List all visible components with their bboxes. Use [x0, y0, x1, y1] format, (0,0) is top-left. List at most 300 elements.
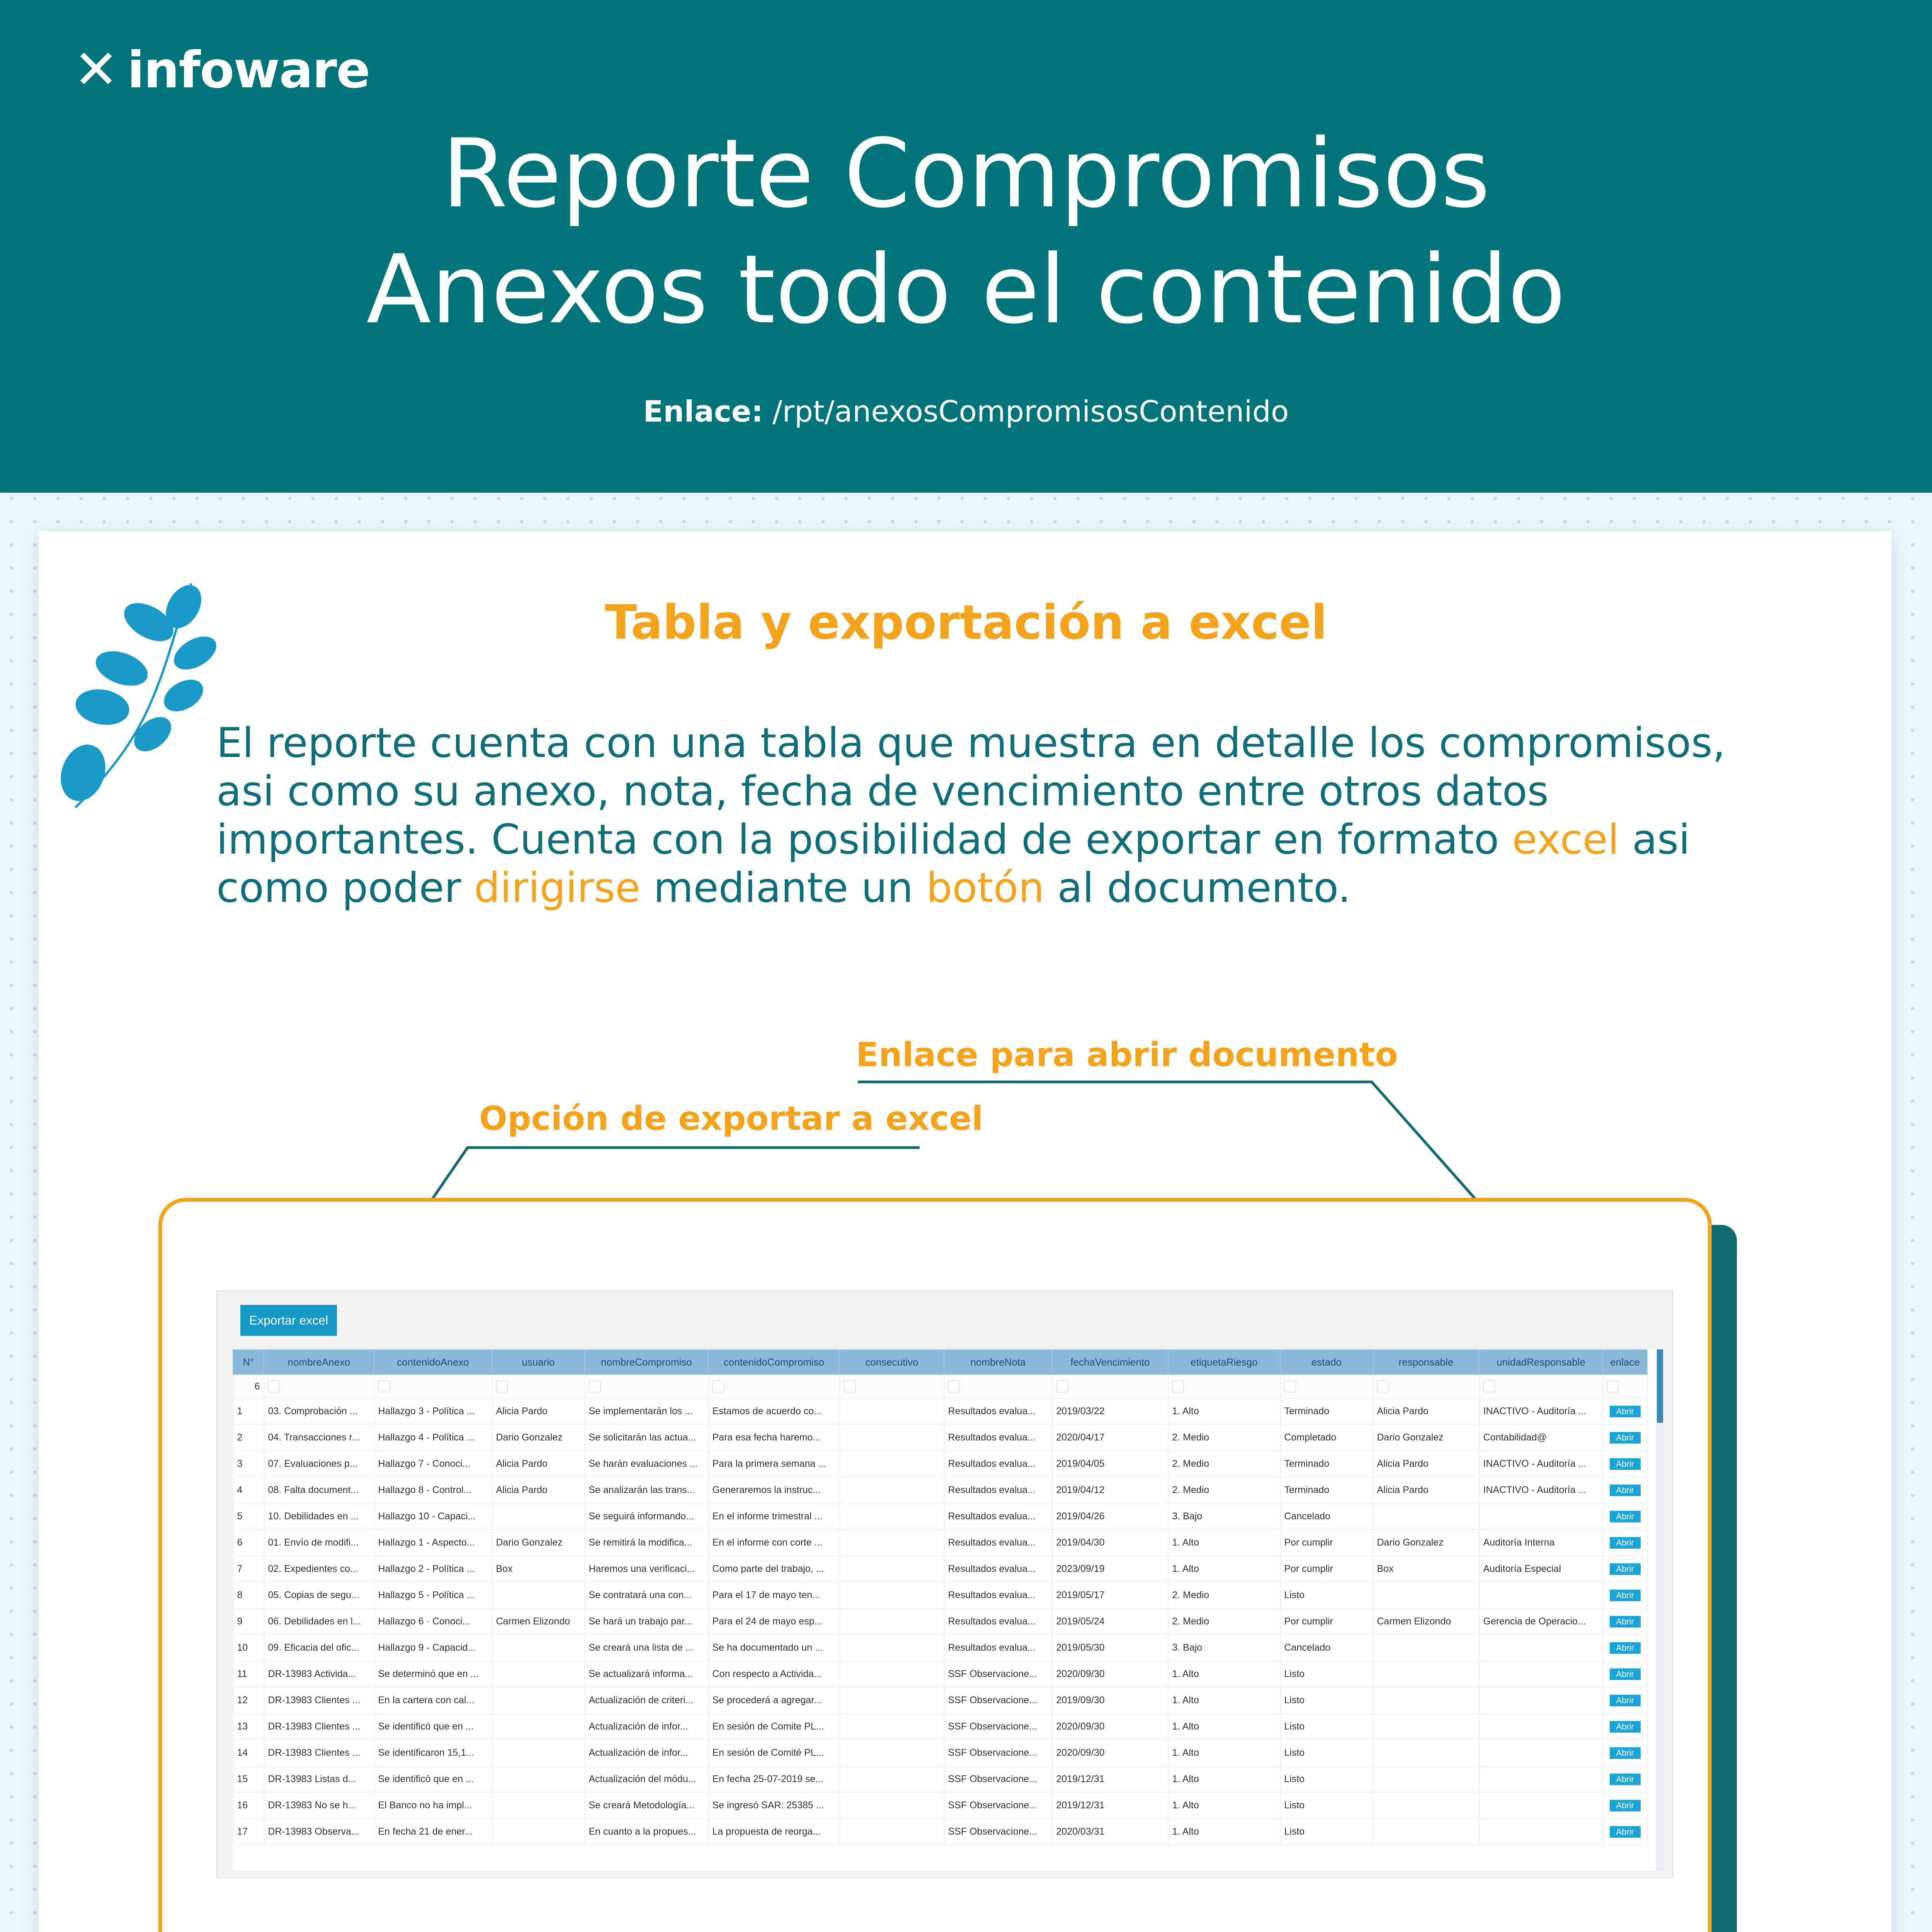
table-cell: 09. Eficacia del ofic...: [264, 1635, 374, 1661]
table-cell: Alicia Pardo: [1373, 1398, 1479, 1425]
table-cell: 1: [233, 1398, 264, 1425]
filter-checkbox[interactable]: [1377, 1381, 1389, 1392]
table-cell: Alicia Pardo: [492, 1398, 585, 1425]
filter-checkbox[interactable]: [268, 1381, 280, 1392]
table-cell: En fecha 21 de ener...: [374, 1819, 492, 1845]
filter-cell[interactable]: [264, 1374, 374, 1398]
table-cell: 5: [233, 1503, 264, 1530]
table-cell: Se creará una lista de ...: [585, 1635, 708, 1661]
table-cell: Se solicitarán las actua...: [585, 1425, 708, 1451]
table-cell: Cancelado: [1280, 1635, 1373, 1661]
table-cell: Resultados evalua...: [944, 1635, 1052, 1661]
desc-text-2: asi como poder: [216, 816, 1690, 912]
filter-cell[interactable]: [585, 1374, 708, 1398]
report-screenshot: [216, 1291, 1673, 1878]
table-cell: [840, 1503, 944, 1530]
open-link-cell: [1603, 1425, 1647, 1451]
open-link-cell: [1603, 1556, 1647, 1582]
table-cell: 2019/04/26: [1052, 1503, 1168, 1530]
table-cell: Se contratará una con...: [585, 1582, 708, 1609]
table-cell: Resultados evalua...: [944, 1582, 1052, 1609]
table-cell: Hallazgo 3 - Política ...: [374, 1398, 492, 1425]
table-cell: 7: [233, 1556, 264, 1582]
open-link-cell: [1603, 1793, 1647, 1819]
table-cell: 10: [233, 1635, 264, 1661]
table-cell: Se creará Metodología...: [585, 1793, 708, 1819]
open-link-cell: [1603, 1582, 1647, 1609]
desc-text-4: al documento.: [1044, 864, 1351, 912]
table-cell: 2019/09/30: [1052, 1687, 1168, 1714]
open-document-button[interactable]: Abrir: [1610, 1668, 1641, 1680]
table-cell: Se hará un trabajo par...: [585, 1609, 708, 1635]
table-cell: 1. Alto: [1168, 1740, 1280, 1766]
table-row: [233, 1687, 1647, 1714]
scrollbar-thumb[interactable]: [1657, 1349, 1663, 1423]
table-cell: Para la primera semana ...: [708, 1451, 840, 1477]
column-header[interactable]: responsable: [1373, 1350, 1479, 1374]
table-cell: Para esa fecha haremo...: [708, 1425, 840, 1451]
filter-cell[interactable]: [840, 1374, 944, 1398]
table-cell: 1. Alto: [1168, 1766, 1280, 1793]
table-cell: Hallazgo 9 - Capacid...: [374, 1635, 492, 1661]
table-scrollbar[interactable]: [1656, 1349, 1664, 1871]
table-cell: 2019/12/31: [1052, 1766, 1168, 1793]
filter-checkbox[interactable]: [496, 1381, 508, 1392]
table-cell: [1373, 1793, 1479, 1819]
table-cell: Gerencia de Operacio...: [1479, 1609, 1603, 1635]
table-cell: SSF Observacione...: [944, 1793, 1052, 1819]
report-link-path: /rpt/anexosCompromisosContenido: [772, 394, 1289, 429]
filter-cell[interactable]: [1373, 1374, 1479, 1398]
table-cell: [1479, 1661, 1603, 1687]
table-cell: Hallazgo 5 - Política ...: [374, 1582, 492, 1609]
table-cell: Se determinó que en ...: [374, 1661, 492, 1687]
table-cell: Box: [492, 1556, 585, 1582]
filter-cell[interactable]: [1280, 1374, 1373, 1398]
table-cell: SSF Observacione...: [944, 1740, 1052, 1766]
filter-checkbox[interactable]: [844, 1381, 855, 1392]
table-cell: 06. Debilidades en l...: [264, 1609, 374, 1635]
table-cell: DR-13983 Observa...: [264, 1819, 374, 1845]
table-row: [233, 1661, 1647, 1687]
table-cell: [1479, 1687, 1603, 1714]
table-cell: [840, 1714, 944, 1740]
table-cell: 2019/05/30: [1052, 1635, 1168, 1661]
table-cell: 2019/05/17: [1052, 1582, 1168, 1609]
filter-checkbox[interactable]: [1483, 1381, 1495, 1392]
column-header[interactable]: nombreNota: [944, 1350, 1052, 1374]
table-cell: Se ha documentado un ...: [708, 1635, 840, 1661]
open-document-button[interactable]: Abrir: [1610, 1432, 1641, 1444]
open-document-button[interactable]: Abrir: [1610, 1826, 1641, 1838]
table-cell: Por cumplir: [1280, 1556, 1373, 1582]
table-cell: Se ingresó SAR: 25385 ...: [708, 1793, 840, 1819]
table-cell: [492, 1793, 585, 1819]
table-cell: [1479, 1714, 1603, 1740]
table-cell: Para el 17 de mayo ten...: [708, 1582, 840, 1609]
table-cell: 4: [233, 1477, 264, 1503]
table-cell: [840, 1425, 944, 1451]
table-cell: 2019/03/22: [1052, 1398, 1168, 1425]
table-cell: Resultados evalua...: [944, 1451, 1052, 1477]
table-cell: En la cartera con cal...: [374, 1687, 492, 1714]
column-header[interactable]: consecutivo: [840, 1350, 944, 1374]
table-cell: 2. Medio: [1168, 1582, 1280, 1609]
infoware-x-icon: ✕: [73, 38, 119, 101]
table-cell: DR-13983 Listas d...: [264, 1766, 374, 1793]
table-cell: 1. Alto: [1168, 1530, 1280, 1556]
table-row: [233, 1714, 1647, 1740]
table-cell: 2. Medio: [1168, 1451, 1280, 1477]
table-cell: 1. Alto: [1168, 1819, 1280, 1845]
table-row: [233, 1793, 1647, 1819]
open-link-cell: [1603, 1766, 1647, 1793]
table-cell: Hallazgo 1 - Aspecto...: [374, 1530, 492, 1556]
table-cell: Hallazgo 8 - Control...: [374, 1477, 492, 1503]
filter-count: 6: [233, 1374, 264, 1398]
table-cell: Para el 24 de mayo esp...: [708, 1609, 840, 1635]
table-cell: 17: [233, 1819, 264, 1845]
table-cell: Hallazgo 4 - Política ...: [374, 1425, 492, 1451]
table-cell: [840, 1793, 944, 1819]
table-cell: Dario Gonzalez: [1373, 1425, 1479, 1451]
table-cell: [492, 1766, 585, 1793]
table-cell: DR-13983 No se h...: [264, 1793, 374, 1819]
table-cell: Auditoría Interna: [1479, 1530, 1603, 1556]
open-link-cell: [1603, 1398, 1647, 1425]
column-header[interactable]: N°: [233, 1350, 264, 1374]
desc-text-3: mediante un: [640, 864, 926, 912]
table-cell: 1. Alto: [1168, 1714, 1280, 1740]
table-cell: Se procederá a agregar...: [708, 1687, 840, 1714]
table-cell: SSF Observacione...: [944, 1819, 1052, 1845]
table-cell: Generaremos la instruc...: [708, 1477, 840, 1503]
table-cell: [492, 1714, 585, 1740]
table-cell: Por cumplir: [1280, 1609, 1373, 1635]
table-cell: Hallazgo 10 - Capaci...: [374, 1503, 492, 1530]
filter-cell[interactable]: [708, 1374, 840, 1398]
table-cell: Se seguirá informando...: [585, 1503, 708, 1530]
table-cell: 6: [233, 1530, 264, 1556]
table-header-row: [233, 1350, 1647, 1374]
table-cell: Actualización de infor...: [585, 1714, 708, 1740]
filter-cell[interactable]: [1052, 1374, 1168, 1398]
table-cell: [1373, 1766, 1479, 1793]
table-cell: [1373, 1661, 1479, 1687]
table-cell: 2020/09/30: [1052, 1740, 1168, 1766]
table-cell: Se identificaron 15,1...: [374, 1740, 492, 1766]
table-cell: [1373, 1819, 1479, 1845]
table-cell: En el informe trimestral ...: [708, 1503, 840, 1530]
table-cell: Resultados evalua...: [944, 1556, 1052, 1582]
table-cell: DR-13983 Clientes ...: [264, 1740, 374, 1766]
filter-row: [233, 1374, 1647, 1398]
table-cell: 10. Debilidades en ...: [264, 1503, 374, 1530]
table-cell: 2. Medio: [1168, 1425, 1280, 1451]
open-document-button[interactable]: Abrir: [1610, 1511, 1641, 1522]
table-cell: 1. Alto: [1168, 1687, 1280, 1714]
table-cell: En sesión de Comite PL...: [708, 1714, 840, 1740]
table-cell: 2019/04/30: [1052, 1530, 1168, 1556]
table-cell: Listo: [1280, 1793, 1373, 1819]
open-link-cell: [1603, 1687, 1647, 1714]
open-link-cell: [1603, 1609, 1647, 1635]
section-title: Tabla y exportación a excel: [605, 595, 1327, 650]
table-cell: 2019/12/31: [1052, 1793, 1168, 1819]
table-cell: [1373, 1582, 1479, 1609]
table-cell: En fecha 25-07-2019 se...: [708, 1766, 840, 1793]
table-cell: Cancelado: [1280, 1503, 1373, 1530]
table-cell: 1. Alto: [1168, 1556, 1280, 1582]
open-document-button[interactable]: Abrir: [1610, 1695, 1641, 1706]
table-cell: 02. Expedientes co...: [264, 1556, 374, 1582]
table-cell: Se harán evaluaciones ...: [585, 1451, 708, 1477]
open-link-cell: [1603, 1635, 1647, 1661]
table-cell: [840, 1398, 944, 1425]
table-cell: [1373, 1740, 1479, 1766]
table-cell: [492, 1582, 585, 1609]
open-document-button[interactable]: Abrir: [1610, 1590, 1641, 1601]
table-cell: Resultados evalua...: [944, 1477, 1052, 1503]
table-cell: Se analizarán las trans...: [585, 1477, 708, 1503]
table-cell: Se implementarán los ...: [585, 1398, 708, 1425]
table-cell: DR-13983 Activida...: [264, 1661, 374, 1687]
table-cell: 3. Bajo: [1168, 1503, 1280, 1530]
table-row: [233, 1530, 1647, 1556]
table-cell: [840, 1477, 944, 1503]
table-row: [233, 1766, 1647, 1793]
table-cell: Alicia Pardo: [1373, 1451, 1479, 1477]
column-header[interactable]: unidadResponsable: [1479, 1350, 1603, 1374]
table-cell: Estamos de acuerdo co...: [708, 1398, 840, 1425]
table-row: [233, 1477, 1647, 1503]
table-cell: 2023/09/19: [1052, 1556, 1168, 1582]
table-cell: SSF Observacione...: [944, 1687, 1052, 1714]
open-document-button[interactable]: Abrir: [1610, 1458, 1641, 1470]
column-header[interactable]: fechaVencimiento: [1052, 1350, 1168, 1374]
filter-checkbox[interactable]: [1284, 1381, 1296, 1392]
table-cell: 1. Alto: [1168, 1398, 1280, 1425]
table-cell: [1479, 1740, 1603, 1766]
table-cell: Listo: [1280, 1714, 1373, 1740]
column-header[interactable]: nombreAnexo: [264, 1350, 374, 1374]
export-excel-button[interactable]: Exportar excel: [240, 1305, 337, 1336]
table-cell: Actualización de criteri...: [585, 1687, 708, 1714]
filter-cell[interactable]: [492, 1374, 585, 1398]
table-cell: Resultados evalua...: [944, 1503, 1052, 1530]
table-cell: [1479, 1635, 1603, 1661]
table-cell: 2: [233, 1425, 264, 1451]
table-cell: DR-13983 Clientes ...: [264, 1687, 374, 1714]
table-cell: [1479, 1819, 1603, 1845]
table-cell: [840, 1766, 944, 1793]
table-cell: [1479, 1503, 1603, 1530]
filter-checkbox[interactable]: [1172, 1381, 1184, 1392]
table-cell: [840, 1687, 944, 1714]
table-cell: Actualización de infor...: [585, 1740, 708, 1766]
table-cell: [492, 1635, 585, 1661]
table-cell: Se identificó que en ...: [374, 1766, 492, 1793]
table-cell: 2. Medio: [1168, 1609, 1280, 1635]
table-cell: Carmen Elizondo: [1373, 1609, 1479, 1635]
table-cell: Hallazgo 7 - Conoci...: [374, 1451, 492, 1477]
table-cell: Alicia Pardo: [492, 1451, 585, 1477]
table-cell: 9: [233, 1609, 264, 1635]
table-cell: Resultados evalua...: [944, 1425, 1052, 1451]
filter-cell[interactable]: [1603, 1374, 1647, 1398]
open-link-cell: [1603, 1740, 1647, 1766]
table-cell: INACTIVO - Auditoría ...: [1479, 1398, 1603, 1425]
table-cell: Carmen Elizondo: [492, 1609, 585, 1635]
table-cell: 8: [233, 1582, 264, 1609]
table-cell: 13: [233, 1714, 264, 1740]
table-cell: Dario Gonzalez: [492, 1425, 585, 1451]
open-document-button[interactable]: Abrir: [1610, 1747, 1641, 1759]
table-cell: SSF Observacione...: [944, 1714, 1052, 1740]
table-cell: Dario Gonzalez: [492, 1530, 585, 1556]
table-cell: [1373, 1687, 1479, 1714]
filter-checkbox[interactable]: [713, 1381, 724, 1392]
table-cell: Contabilidad@: [1479, 1425, 1603, 1451]
filter-checkbox[interactable]: [948, 1381, 960, 1392]
open-document-button[interactable]: Abrir: [1610, 1537, 1641, 1549]
open-link-cell: [1603, 1661, 1647, 1687]
table-row: [233, 1582, 1647, 1609]
table-cell: Como parte del trabajo, ...: [708, 1556, 840, 1582]
filter-cell[interactable]: [374, 1374, 492, 1398]
table-cell: Resultados evalua...: [944, 1530, 1052, 1556]
table-cell: INACTIVO - Auditoría ...: [1479, 1451, 1603, 1477]
column-header[interactable]: contenidoAnexo: [374, 1350, 492, 1374]
table-cell: 2020/03/31: [1052, 1819, 1168, 1845]
open-document-button[interactable]: Abrir: [1610, 1563, 1641, 1575]
table-cell: En cuanto a la propues...: [585, 1819, 708, 1845]
open-document-button[interactable]: Abrir: [1610, 1800, 1641, 1811]
report-table-container: [233, 1349, 1664, 1871]
table-cell: [1373, 1714, 1479, 1740]
table-row: [233, 1740, 1647, 1766]
table-cell: Terminado: [1280, 1477, 1373, 1503]
open-link-cell: [1603, 1477, 1647, 1503]
open-link-cell: [1603, 1530, 1647, 1556]
open-document-button[interactable]: Abrir: [1610, 1774, 1641, 1785]
table-row: [233, 1556, 1647, 1582]
table-cell: [840, 1819, 944, 1845]
column-header[interactable]: etiquetaRiesgo: [1168, 1350, 1280, 1374]
table-cell: Listo: [1280, 1819, 1373, 1845]
table-cell: Alicia Pardo: [1373, 1477, 1479, 1503]
column-header[interactable]: contenidoCompromiso: [708, 1350, 840, 1374]
table-cell: Se remitirá la modifica...: [585, 1530, 708, 1556]
table-cell: [840, 1740, 944, 1766]
table-cell: 2020/09/30: [1052, 1661, 1168, 1687]
desc-highlight-boton: botón: [926, 864, 1044, 912]
table-cell: [492, 1819, 585, 1845]
open-document-button[interactable]: Abrir: [1610, 1721, 1641, 1733]
table-cell: [840, 1661, 944, 1687]
table-cell: Auditoría Especial: [1479, 1556, 1603, 1582]
column-header[interactable]: nombreCompromiso: [585, 1350, 708, 1374]
filter-cell[interactable]: [1479, 1374, 1603, 1398]
table-cell: [840, 1582, 944, 1609]
table-row: [233, 1635, 1647, 1661]
table-cell: Terminado: [1280, 1398, 1373, 1425]
open-document-button[interactable]: Abrir: [1610, 1642, 1641, 1654]
filter-cell[interactable]: [944, 1374, 1052, 1398]
table-cell: SSF Observacione...: [944, 1661, 1052, 1687]
table-cell: 04. Transacciones r...: [264, 1425, 374, 1451]
table-cell: Listo: [1280, 1661, 1373, 1687]
table-cell: Por cumplir: [1280, 1530, 1373, 1556]
table-cell: [840, 1609, 944, 1635]
filter-checkbox[interactable]: [1056, 1381, 1068, 1392]
filter-checkbox[interactable]: [378, 1381, 390, 1392]
column-header[interactable]: estado: [1280, 1350, 1373, 1374]
table-cell: Se actualizará informa...: [585, 1661, 708, 1687]
desc-text-1: El reporte cuenta con una tabla que muestra en detalle los compromisos, asi como su anexo, nota, fecha de vencimiento entre otros datos importantes. Cuenta con la posibilidad de exportar en formato: [216, 719, 1726, 863]
table-cell: 2020/04/17: [1052, 1425, 1168, 1451]
table-cell: 2020/09/30: [1052, 1714, 1168, 1740]
table-cell: DR-13983 Clientes ...: [264, 1714, 374, 1740]
table-cell: Alicia Pardo: [492, 1477, 585, 1503]
table-cell: [1479, 1766, 1603, 1793]
open-document-button[interactable]: Abrir: [1610, 1406, 1641, 1417]
table-row: [233, 1451, 1647, 1477]
table-cell: 14: [233, 1740, 264, 1766]
report-table: [233, 1349, 1648, 1845]
table-cell: 07. Evaluaciones p...: [264, 1451, 374, 1477]
open-document-button[interactable]: Abrir: [1610, 1485, 1641, 1496]
open-document-button[interactable]: Abrir: [1610, 1616, 1641, 1628]
table-cell: Listo: [1280, 1766, 1373, 1793]
column-header[interactable]: usuario: [492, 1350, 585, 1374]
table-cell: 2019/05/24: [1052, 1609, 1168, 1635]
filter-checkbox[interactable]: [589, 1381, 600, 1392]
table-cell: [1479, 1582, 1603, 1609]
table-cell: [1479, 1793, 1603, 1819]
table-cell: [840, 1556, 944, 1582]
table-cell: Haremos una verificaci...: [585, 1556, 708, 1582]
table-cell: Completado: [1280, 1425, 1373, 1451]
table-row: [233, 1398, 1647, 1425]
table-cell: Resultados evalua...: [944, 1398, 1052, 1425]
table-cell: [840, 1451, 944, 1477]
filter-cell[interactable]: [1168, 1374, 1280, 1398]
table-cell: Hallazgo 2 - Política ...: [374, 1556, 492, 1582]
table-cell: En el informe con corte ...: [708, 1530, 840, 1556]
table-cell: [1373, 1503, 1479, 1530]
table-row: [233, 1609, 1647, 1635]
column-header[interactable]: enlace: [1603, 1350, 1647, 1374]
table-cell: 03. Comprobación ...: [264, 1398, 374, 1425]
table-cell: 3. Bajo: [1168, 1635, 1280, 1661]
table-cell: [840, 1530, 944, 1556]
callout-export-excel: Opción de exportar a excel: [479, 1099, 983, 1138]
filter-checkbox[interactable]: [1607, 1381, 1619, 1392]
table-cell: 15: [233, 1766, 264, 1793]
table-cell: [492, 1740, 585, 1766]
table-cell: 08. Falta document...: [264, 1477, 374, 1503]
table-body: [233, 1374, 1647, 1845]
table-row: [233, 1503, 1647, 1530]
table-cell: 01. Envío de modifi...: [264, 1530, 374, 1556]
report-link-label: Enlace:: [643, 394, 763, 429]
table-cell: Resultados evalua...: [944, 1609, 1052, 1635]
open-link-cell: [1603, 1819, 1647, 1845]
table-cell: 11: [233, 1661, 264, 1687]
callout-open-document: Enlace para abrir documento: [856, 1036, 1398, 1074]
open-link-cell: [1603, 1714, 1647, 1740]
